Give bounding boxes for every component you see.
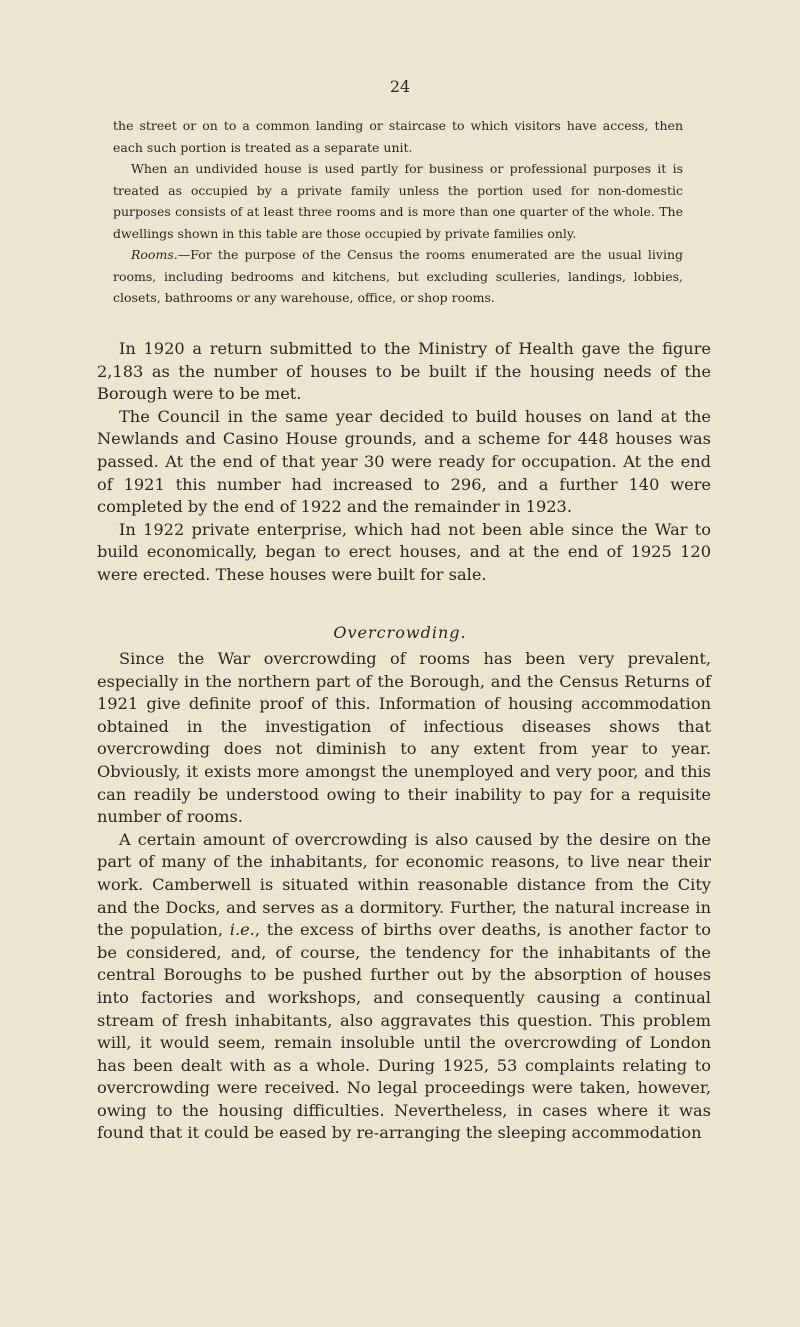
overcrowding-paragraph-1: Since the War overcrowding of rooms has been very prevalent, especially in the northern part of the Borough, and the Census Returns of 1921 give definite proof of this. Information of housing accommodation obtained in the investigation of infectious diseases shows that overcrowding does not diminish to any extent from year to year. Obviously, it exists more amongst the unemployed and very poor, and this can readily be understood owing to their inability to pay for a requisite number of rooms. [97, 649, 711, 827]
section-heading: Overcrowding. [333, 623, 467, 642]
rooms-definition: —For the purpose of the Census the rooms enumerated are the usual living rooms, including bedrooms and kitchens, but excluding sculleries, landings, lobbies, closets, bathrooms or any warehouse, office, or shop rooms. [113, 247, 683, 305]
overcrowding-paragraph-2-rest: , the excess of births over deaths, is another factor to be considered, and, of course, the tendency for the inhabitants of the central Boroughs to be pushed further out by the absorption of houses into factories and workshops, and consequently causing a continual stream of fresh inhabitants, also aggravates this question. This problem will, it would seem, remain insoluble until the overcrowding of London has been dealt with as a whole. During 1925, 53 complaints relating to overcrowding were received. No legal proceedings were taken, however, owing to the housing difficulties. Nevertheless, in cases where it was found that it could be eased by re-arranging the sleeping accommodation [97, 920, 711, 1143]
note-paragraph-2: When an undivided house is used partly for business or professional purposes it is treated as occupied by a private family unless the portion used for non-domestic purposes consists of at least three rooms and is more than one quarter of the whole. The dwellings shown in this table are those occupied by private families only. [113, 161, 683, 241]
ie-abbreviation: i.e. [229, 920, 255, 940]
page-number: 24 [389, 77, 411, 96]
body-paragraph-1: In 1920 a return submitted to the Ministry of Health gave the figure 2,183 as the number of houses to be built if the housing needs of the Borough were to be met. [97, 339, 711, 404]
overcrowding-text [97, 648, 711, 1145]
overcrowding-paragraph-2 [97, 829, 711, 1145]
body-paragraph-3: In 1922 private enterprise, which had not been able since the War to build economically, began to erect houses, and at the end of 1925 120 were erected. These houses were built for sale. [97, 519, 711, 584]
body-paragraph-2: The Council in the same year decided to build houses on land at the Newlands and Casino House grounds, and a scheme for 448 houses was passed. At the end of that year 30 were ready for occupation. At the end of 1921 this number had increased to 296, and a further 140 were completed by the end of 1922 and the remainder in 1923. [97, 406, 711, 517]
housing-text [97, 338, 711, 587]
note-paragraph-1: the street or on to a common landing or staircase to which visitors have access, then each such portion is treated as a separate unit. [113, 118, 683, 155]
rooms-term: Rooms. [131, 247, 178, 262]
overcrowding-paragraph-2-start: A certain amount of overcrowding is also caused by the desire on the part of many of the inhabitants, for economic reasons, to live near their work. Camberwell is situated within reasonable distance from the City and the Docks, and serves as a dormitory. Further, the natural increase in the population, [97, 829, 711, 940]
census-footnote [113, 115, 683, 309]
note-paragraph-3 [113, 244, 683, 309]
